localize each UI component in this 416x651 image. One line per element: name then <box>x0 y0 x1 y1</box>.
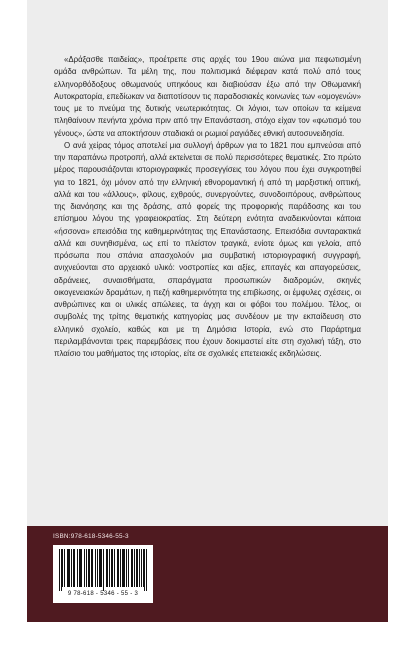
barcode-bar <box>89 549 90 587</box>
barcode-bar <box>132 549 133 587</box>
barcode-bar <box>144 549 145 591</box>
barcode-bar <box>134 549 135 587</box>
barcode-bar <box>136 549 137 587</box>
barcode-bar <box>97 549 98 587</box>
barcode-bar <box>81 549 82 587</box>
barcode-bar <box>143 549 144 587</box>
barcode-bar <box>137 549 138 587</box>
barcode <box>53 545 153 603</box>
barcode-number: 9 78-618 - 5346 - 55 - 3 <box>67 591 139 597</box>
barcode-bar <box>62 549 63 587</box>
blurb-paragraph-2: Ο ανά χείρας τόμος αποτελεί μια συλλογή άρθρων για το 1821 που εμπνεύσαι από την παραπάνω προτροπή, αλλά εκτείνεται σε πολύ περισσότερες θεματικές. Στο πρώτο μέρος παρουσιάζονται ιστοριογραφικές προσεγγίσεις του λόγου που έχει συγκροτηθεί για το 1821, όχι μόνον από την ελληνική εθνορομαντική ή από τη μαρξιστική οπτική, αλλά και του «άλλους», φίλους, εχθρούς, συνεργούντες, συνοδοιπόρους, ανθρώπους της διανόησης και της δράσης, από φορείς της προφορικής παράδοσης και του επίσημου λόγου της γραφειοκρατίας. Στη δεύτερη ενότητα αναδεικνύονται κάποια «ήσσονα» επεισόδια της καθημερινότητας της Επανάστασης. Επεισόδια συνταρακτικά αλλά και συνηθισμένα, ως επί το πλείστον τραγικά, ενίοτε όμως και γελοία, από πρόσωπα που σπάνια απασχολούν μια συμβατική ιστοριογραφική συγγραφή, ανιχνεύονται στο αρχειακό υλικό: νοστροπίες και αξίες, επιταγές και απαγορεύσεις, αδράνειες, συναισθήματα, σπαράγματα προσωπικών διαδρομών, σκηνές οικογενειακών δραμάτων, η πεζή καθημερινότητα της επιβίωσης, οι έμφυλες σχέσεις, οι ανθρώπινες και οι υλικές απώλειες, τα άγχη και οι φόβοι του πολέμου. Τέλος, οι συμβολές της τρίτης θεματικής κατηγορίας μας συνδέουν με την εκπαίδευση στο ελληνικό σχολείο, καθώς και με τη Δημόσια Ιστορία, ενώ στο Παράρτημα περιλαμβάνονται τρεις παρεμβάσεις που έχουν δοκιμαστεί είτε στη σχολική τάξη, στο πλαίσιο του μαθήματος της ιστορίας, είτε σε σχολικές επετειακές εκδηλώσεις. <box>54 140 361 358</box>
barcode-bar <box>117 549 118 587</box>
barcode-bar <box>112 549 113 587</box>
barcode-bar <box>126 549 127 587</box>
barcode-bar <box>86 549 87 587</box>
barcode-bar <box>80 549 81 587</box>
barcode-bar <box>139 549 140 587</box>
barcode-bar <box>92 549 93 587</box>
barcode-bar <box>69 549 70 587</box>
barcode-bar <box>59 549 60 591</box>
barcode-bar <box>109 549 110 587</box>
barcode-bar <box>61 549 62 591</box>
barcode-bar <box>99 549 100 587</box>
barcode-bar <box>101 549 102 587</box>
blurb-text <box>54 54 361 360</box>
barcode-bar <box>111 549 112 587</box>
barcode-bar <box>68 549 69 587</box>
barcode-bar <box>128 549 129 587</box>
barcode-bar <box>103 549 104 591</box>
barcode-bar <box>146 549 147 591</box>
barcode-bar <box>71 549 72 587</box>
barcode-bar <box>77 549 78 587</box>
barcode-bar <box>123 549 124 587</box>
barcode-bar <box>67 549 68 587</box>
barcode-bar <box>95 549 96 587</box>
barcode-bar <box>84 549 85 587</box>
barcode-bar <box>74 549 75 587</box>
isbn-label: ISBN:978-618-5346-55-3 <box>53 533 129 540</box>
barcode-bar <box>64 549 65 587</box>
barcode-bars-icon <box>59 549 147 591</box>
barcode-bar <box>120 549 121 587</box>
barcode-bar <box>124 549 125 587</box>
barcode-bar <box>91 549 92 587</box>
barcode-bar <box>131 549 132 587</box>
barcode-bar <box>106 549 107 587</box>
barcode-bar <box>118 549 119 587</box>
barcode-bar <box>100 549 101 587</box>
barcode-bar <box>114 549 115 587</box>
barcode-bar <box>107 549 108 587</box>
barcode-bar <box>88 549 89 587</box>
blurb-paragraph-1: «Δράξασθε παιδείας», προέτρεπε στις αρχές του 19ου αιώνα μια πεφωτισμένη ομάδα ανθρώπων. Τα μέλη της, που πολιτισμικά διέφεραν κατά πολύ από τους ελληνορθόδοξους οθωμανούς υπηκόους και διαβιούσαν έξω από την Οθωμανική Αυτοκρατορία, επεδίωκαν να διαποτίσουν τις παραδοσιακές κοινωνίες των «ομογενών» τους με το πνεύμα της δυτικής νεωτερικότητας. Οι λόγιοι, των οποίων τα κείμενα πληθαίνουν πενήντα χρόνια πριν από την Επανάσταση, στόχο είχαν τον «φωτισμό του γένους», ώστε να αποκτήσουν σταδιακά οι ρωμιοί ραγιάδες εθνική αυτοσυνειδησία. <box>54 55 361 138</box>
barcode-bar <box>141 549 142 587</box>
barcode-bar <box>79 549 80 587</box>
barcode-bar <box>73 549 74 587</box>
barcode-bar <box>122 549 123 587</box>
